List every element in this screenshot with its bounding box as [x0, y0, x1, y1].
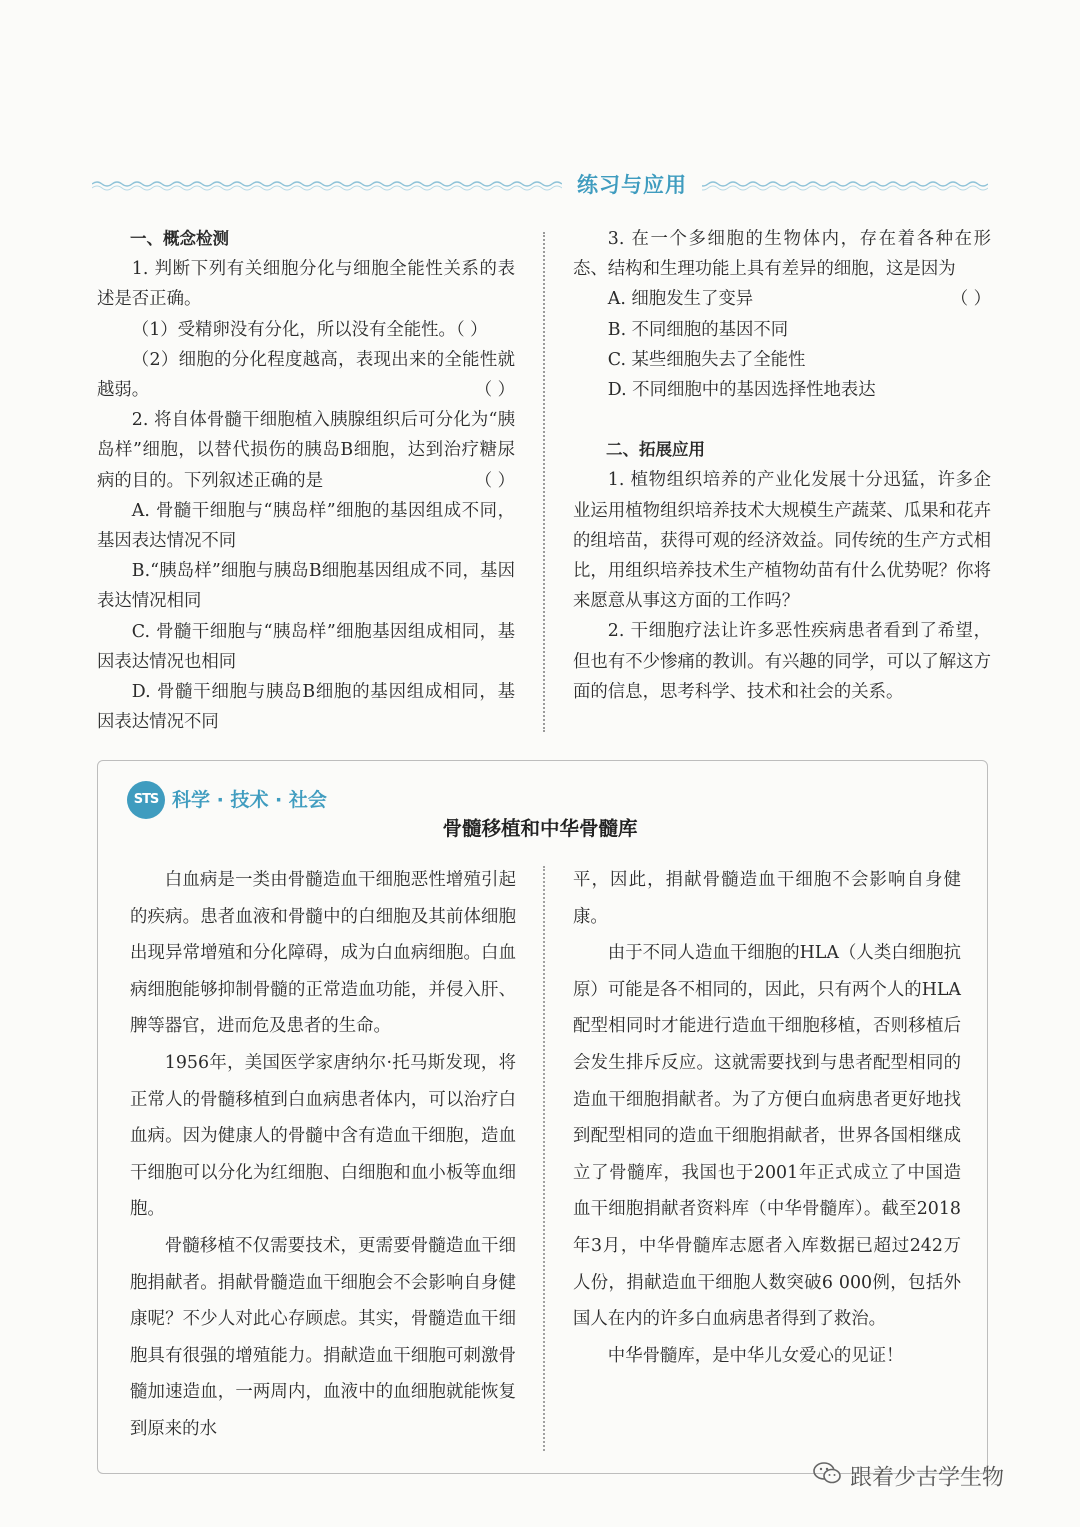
- article-paragraph: 骨髓移植不仅需要技术，更需要骨髓造血干细胞捐献者。捐献骨髓造血干细胞会不会影响自身健康呢？不少人对此心存顾虑。其实，骨髓造血干细胞具有很强的增殖能力。捐献造血干细胞可刺激骨髓加速造血，一两周内，血液中的血细胞就能恢复到原来的水: [130, 1235, 516, 1439]
- article-paragraph: 平，因此，捐献骨髓造血干细胞不会影响自身健康。: [573, 870, 961, 927]
- article-paragraph: 由于不同人造血干细胞的HLA（人类白细胞抗原）可能是各不相同的，因此，只有两个人的HLA配型相同时才能进行造血干细胞移植，否则移植后会发生排斥反应。这就需要找到与患者配型相同的造血干细胞捐献者。为了方便白血病患者更好地找到配型相同的造血干细胞捐献者，世界各国相继成立了骨髓库，我国也于2001年正式成立了中国造血干细胞捐献者资料库（中华骨髓库）。截至2018年3月，中华骨髓库志愿者入库数据已超过242万人份，捐献造血干细胞人数突破6 000例，包括外国人在内的许多白血病患者得到了救治。: [573, 943, 961, 1330]
- column-divider: [543, 232, 545, 732]
- article-column-divider: [543, 866, 545, 1451]
- question-2-option-d: D. 骨髓干细胞与胰岛B细胞的基因组成相同，基因表达情况不同: [97, 682, 515, 733]
- question-2-option-b: B.“胰岛样”细胞与胰岛B细胞基因组成不同，基因表达情况相同: [97, 561, 515, 612]
- question-1-item-1: （1）受精卵没有分化，所以没有全能性。（ ）: [131, 319, 488, 340]
- question-1-item-2: （2）细胞的分化程度越高，表现出来的全能性就越弱。 （ ）: [97, 345, 515, 405]
- question-2-stem: 2. 将自体骨髓干细胞植入胰腺组织后可分化为“胰岛样”细胞，以替代损伤的胰岛B细胞，达到治疗糖尿病的目的。下列叙述正确的是 （ ）: [97, 405, 515, 496]
- exercise-left-column: [97, 224, 515, 737]
- answer-blank[interactable]: （ ）: [474, 470, 515, 491]
- wechat-icon: [812, 1460, 842, 1497]
- question-3-option-b: B. 不同细胞的基因不同: [607, 319, 789, 340]
- question-3-option-d: D. 不同细胞中的基因选择性地表达: [607, 380, 876, 401]
- answer-blank[interactable]: （ ）: [950, 289, 991, 310]
- extension-question-2: 2. 干细胞疗法让许多恶性疾病患者看到了希望，但也有不少惨痛的教训。有兴趣的同学，可以了解这方面的信息，思考科学、技术和社会的关系。: [573, 621, 991, 702]
- article-paragraph: 白血病是一类由骨髓造血干细胞恶性增殖引起的疾病。患者血液和骨髓中的白细胞及其前体细胞出现异常增殖和分化障碍，成为白血病细胞。白血病细胞能够抑制骨髓的正常造血功能，并侵入肝、脾等器官，进而危及患者的生命。: [130, 870, 516, 1037]
- section1-heading: 一、概念检测: [130, 229, 229, 248]
- extension-question-1: 1. 植物组织培养的产业化发展十分迅猛，许多企业运用植物组织培养技术大规模生产蔬菜、瓜果和花卉的组培苗，获得可观的经济效益。同传统的生产方式相比，用组织培养技术生产植物幼苗有什么优势呢？你将来愿意从事这方面的工作吗？: [573, 470, 991, 612]
- question-3-option-a: A. 细胞发生了变异: [607, 289, 754, 310]
- exercise-right-column: [573, 224, 991, 707]
- sts-label: 科学 · 技术 · 社会: [172, 789, 327, 811]
- article-paragraph: 1956年，美国医学家唐纳尔·托马斯发现，将正常人的骨髓移植到白血病患者体内，可以治疗白血病。因为健康人的骨髓中含有造血干细胞，造血干细胞可以分化为红细胞、白细胞和血小板等血细胞。: [130, 1052, 516, 1220]
- article-paragraph: 中华骨髓库，是中华儿女爱心的见证！: [607, 1345, 904, 1366]
- watermark-text: 跟着少古学生物: [850, 1465, 1005, 1491]
- question-2-option-a: A. 骨髓干细胞与“胰岛样”细胞的基因组成不同，基因表达情况不同: [97, 500, 515, 552]
- article-title: 骨髓移植和中华骨髓库: [442, 817, 638, 840]
- article-right-column: [573, 862, 961, 1374]
- question-3-option-c: C. 某些细胞失去了全能性: [607, 349, 806, 370]
- section-title: 练习与应用: [562, 170, 702, 200]
- article-left-column: [130, 862, 516, 1448]
- sts-logo-icon: STS: [127, 781, 165, 819]
- answer-blank[interactable]: （ ）: [455, 319, 488, 340]
- section-header: [92, 168, 988, 204]
- answer-blank[interactable]: （ ）: [474, 380, 515, 401]
- question-1-stem: 1. 判断下列有关细胞分化与细胞全能性关系的表述是否正确。: [97, 259, 515, 310]
- wavy-divider: [92, 168, 988, 204]
- section2-heading: 二、拓展应用: [606, 440, 705, 460]
- question-2-option-c: C. 骨髓干细胞与“胰岛样”细胞基因组成相同，基因表达情况也相同: [97, 621, 515, 672]
- question-3-stem: 3. 在一个多细胞的生物体内，存在着各种在形态、结构和生理功能上具有差异的细胞，这是因为 （ ）: [573, 224, 991, 284]
- watermark: [812, 1460, 1004, 1497]
